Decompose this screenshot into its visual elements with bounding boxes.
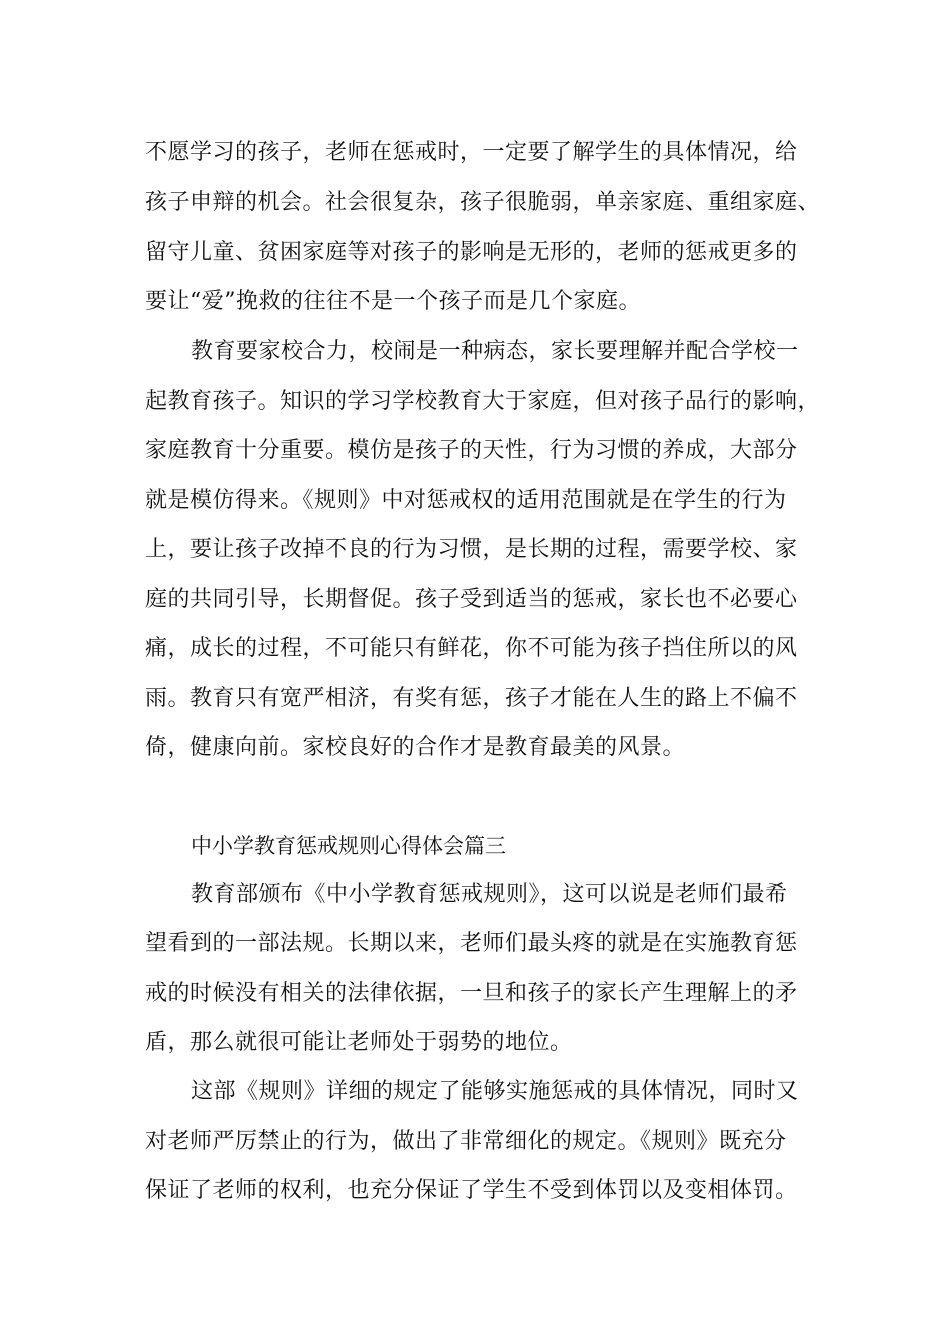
text-line: 保证了老师的权利，也充分保证了学生不受到体罚以及变相体罚。 [145, 1178, 798, 1203]
text-line: 留守儿童、贫困家庭等对孩子的影响是无形的，老师的惩戒更多的 [145, 240, 798, 265]
text-line: 倚，健康向前。家校良好的合作才是教育最美的风景。 [145, 735, 686, 760]
text-line: 就是模仿得来。《规则》中对惩戒权的适用范围就是在学生的行为 [145, 488, 787, 513]
text-line: 家庭教育十分重要。模仿是孩子的天性，行为习惯的养成，大部分 [145, 438, 798, 463]
text-line: 雨。教育只有宽严相济，有奖有惩，孩子才能在人生的路上不偏不 [145, 686, 798, 711]
text-line: 盾，那么就很可能让老师处于弱势的地位。 [145, 1030, 573, 1055]
text-line: 教育部颁布《中小学教育惩戒规则》，这可以说是老师们最希 [191, 882, 788, 907]
text-line: 不愿学习的孩子，老师在惩戒时，一定要了解学生的具体情况，给 [145, 140, 798, 165]
text-line: 这部《规则》详细的规定了能够实施惩戒的具体情况，同时又 [191, 1079, 799, 1104]
text-line: 望看到的一部法规。长期以来，老师们最头疼的就是在实施教育惩 [145, 931, 798, 956]
text-line: 教育要家校合力，校闹是一种病态，家长要理解并配合学校一 [191, 339, 799, 364]
text-line: 孩子申辩的机会。社会很复杂，孩子很脆弱，单亲家庭、重组家庭、 [145, 190, 821, 215]
text-line: 庭的共同引导，长期督促。孩子受到适当的惩戒，家长也不必要心 [145, 587, 798, 612]
text-line: 上，要让孩子改掉不良的行为习惯，是长期的过程，需要学校、家 [145, 537, 798, 562]
section-heading: 中小学教育惩戒规则心得体会篇三 [191, 834, 506, 858]
text-line: 对老师严厉禁止的行为，做出了非常细化的规定。《规则》既充分 [145, 1129, 787, 1154]
text-line: 要让“爱”挽救的往往不是一个孩子而是几个家庭。 [145, 289, 641, 314]
text-line: 起教育孩子。知识的学习学校教育大于家庭，但对孩子品行的影响， [145, 389, 821, 414]
text-line: 痛，成长的过程，不可能只有鲜花，你不可能为孩子挡住所以的风 [145, 636, 798, 661]
text-line: 戒的时候没有相关的法律依据，一旦和孩子的家长产生理解上的矛 [145, 981, 798, 1006]
